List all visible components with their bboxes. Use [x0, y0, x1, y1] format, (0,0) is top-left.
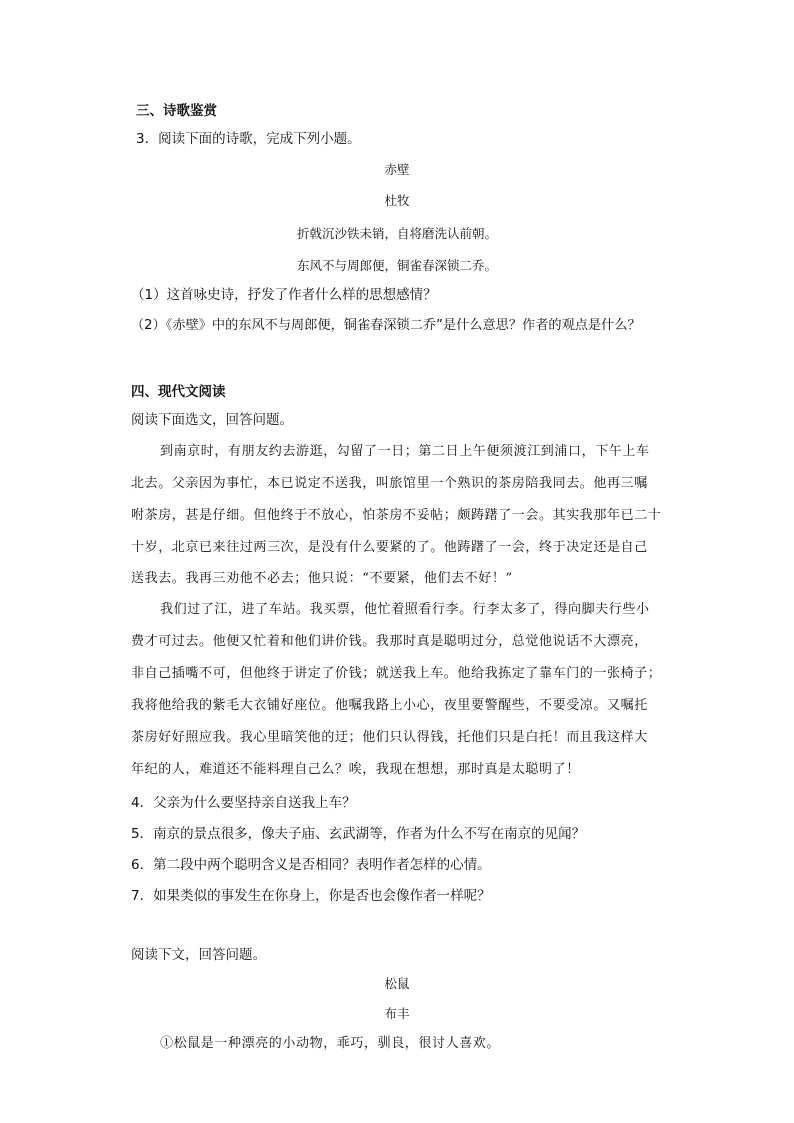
question-7: 7．如果类似的事发生在你身上，你是否也会像作者一样呢？	[131, 888, 491, 904]
question-6: 6．第二段中两个聪明含义是否相同？表明作者怎样的心情。	[131, 857, 491, 873]
passage-line: 到南京时，有朋友约去游逛，勾留了一日；第二日上午便须渡江到浦口，下午上车	[160, 444, 650, 459]
passage2-line-1: ①松鼠是一种漂亮的小动物，乖巧，驯良，很讨人喜欢。	[160, 1036, 501, 1051]
passage-line: 费才可过去。他便又忙着和他们讲价钱。我那时真是聪明过分，总觉他说话不大漂亮，	[131, 634, 648, 649]
passage-line: 十岁，北京已来往过两三次，是没有什么要紧的了。他踌躇了一会，终于决定还是自己	[131, 540, 648, 555]
poem-line-1: 折戟沉沙铁未销，自将磨洗认前朝。	[296, 226, 497, 241]
poem-line-2: 东风不与周郎便，铜雀春深锁二乔。	[296, 258, 497, 273]
passage-line: 年纪的人，难道还不能料理自己么？唉，我现在想想，那时真是太聪明了！	[131, 762, 580, 777]
poem-title: 赤壁	[384, 162, 410, 177]
passage2-title: 松鼠	[384, 976, 410, 991]
passage-line: 我们过了江，进了车站。我买票，他忙着照看行李。行李太多了，得向脚夫行些小	[160, 602, 650, 617]
sub-question-2: （2）《赤壁》中的东风不与周郎便，铜雀春深锁二乔”是什么意思？作者的观点是什么？	[131, 318, 641, 333]
sub-question-1: （1）这首咏史诗，抒发了作者什么样的思想感情？	[131, 287, 437, 303]
reading-instruction: 阅读下面选文，回答问题。	[131, 412, 293, 428]
section3-heading: 三、诗歌鉴赏	[136, 103, 217, 119]
reading-instruction-2: 阅读下文，回答问题。	[131, 947, 266, 963]
passage-line: 非自己插嘴不可，但他终于讲定了价钱；就送我上车。他给我拣定了靠车门的一张椅子；	[131, 666, 662, 681]
poem-author: 杜牧	[384, 193, 410, 208]
passage2-author: 布丰	[384, 1006, 410, 1021]
question-4: 4．父亲为什么要坚持亲自送我上车？	[131, 795, 356, 811]
passage-line: 咐茶房，甚是仔细。但他终于不放心，怕茶房不妥帖；颇踌躇了一会。其实我那年已二十	[131, 508, 662, 523]
passage-line: 送我去。我再三劝他不必去；他只说：“不要紧，他们去不好！”	[131, 571, 513, 586]
question-3: 3．阅读下面的诗歌，完成下列小题。	[136, 131, 361, 147]
passage-line: 北去。父亲因为事忙，本已说定不送我，叫旅馆里一个熟识的茶房陪我同去。他再三嘱	[131, 476, 648, 491]
question-5: 5．南京的景点很多，像夫子庙、玄武湖等，作者为什么不写在南京的见闻？	[131, 826, 586, 842]
section4-heading: 四、现代文阅读	[131, 384, 226, 400]
passage-line: 茶房好好照应我。我心里暗笑他的迂；他们只认得钱，托他们只是白托！而且我这样大	[131, 730, 648, 745]
passage-line: 我将他给我的紫毛大衣铺好座位。他嘱我路上小心，夜里要警醒些，不要受凉。又嘱托	[131, 698, 648, 713]
